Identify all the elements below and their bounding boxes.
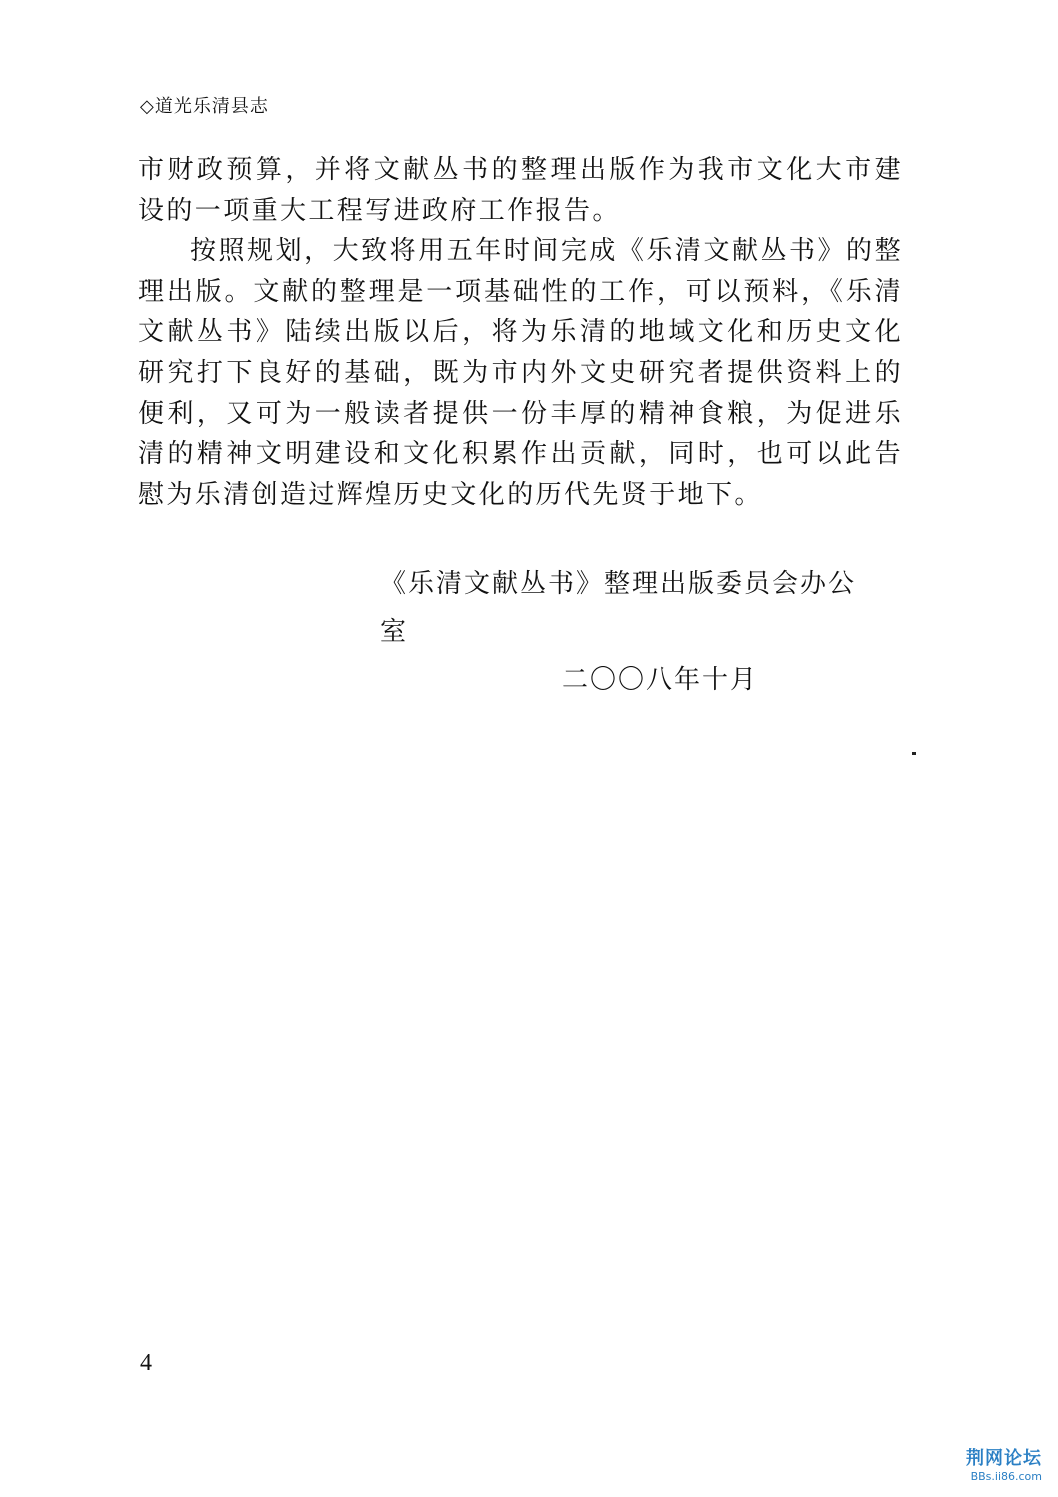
signature-block (380, 560, 860, 704)
body-text (138, 150, 903, 515)
running-header: ◇道光乐清县志 (140, 96, 269, 117)
signature-date: 二〇〇八年十月 (562, 665, 759, 695)
scan-speck (912, 752, 916, 755)
paragraph-plan: 按照规划，大致将用五年时间完成《乐清文献丛书》的整理出版。文献的整理是一项基础性的工作，可以预料，《乐清文献丛书》陆续出版以后，将为乐清的地域文化和历史文化研究打下良好的基础，既为市内外文史研究者提供资料上的便利，又可为一般读者提供一份丰厚的精神食粮，为促进乐清的精神文明建设和文化积累作出贡献，同时，也可以此告慰为乐清创造过辉煌历史文化的历代先贤于地下。 (138, 236, 903, 510)
watermark-url: BBs.ii86.com (970, 1470, 1042, 1483)
paragraph-continuation: 市财政预算，并将文献丛书的整理出版作为我市文化大市建设的一项重大工程写进政府工作报告。 (138, 155, 903, 226)
watermark (966, 1444, 1042, 1483)
watermark-title: 荆网论坛 (966, 1448, 1042, 1469)
page-number: 4 (140, 1350, 152, 1376)
signature-organization: 《乐清文献丛书》整理出版委员会办公室 (380, 569, 857, 647)
